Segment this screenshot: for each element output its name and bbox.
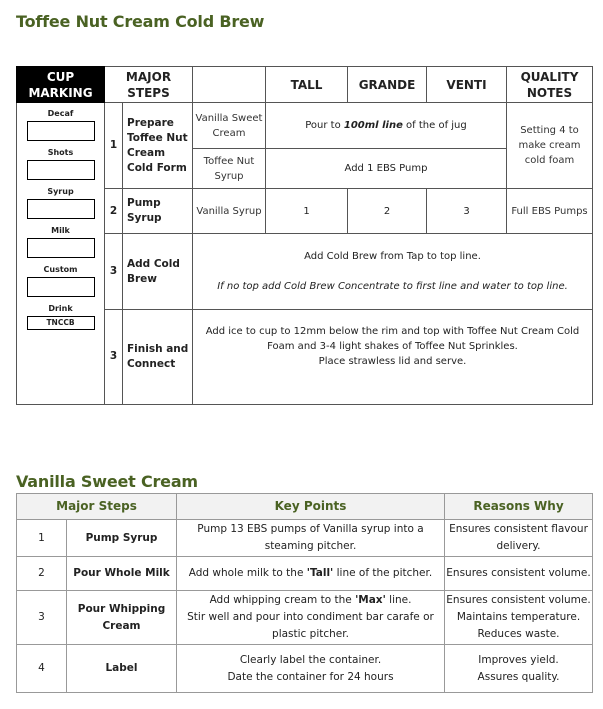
step-number: 1 [17,520,67,557]
cup-marking-column [17,103,105,405]
cup-label-syrup: Syrup [47,187,74,197]
grande-value: 2 [348,189,427,234]
step-number: 1 [105,103,123,189]
reason: Ensures consistent flavour delivery. [445,520,593,557]
header-major-steps: Major Steps [17,494,177,520]
step-name: Add Cold Brew [123,234,193,309]
section-title: Toffee Nut Cream Cold Brew [16,12,265,31]
cup-drink-code: TNCCB [27,316,95,330]
cup-label-shots: Shots [47,148,74,158]
step-item: Vanilla Syrup [193,189,266,234]
cup-label-drink: Drink [48,304,73,314]
instruction-line-italic: If no top add Cold Brew Concentrate to first line and water to top line. [217,281,568,293]
header-key-points: Key Points [177,494,445,520]
table-row [17,557,593,591]
step-name: Pour Whipping Cream [67,591,177,645]
header-tall: TALL [266,67,348,103]
table-row [17,591,593,645]
cup-box-custom [27,277,95,297]
vanilla-sweet-cream-table [16,493,593,693]
header-cup-marking: CUP MARKING [17,67,105,103]
tall-value: 1 [266,189,348,234]
key-point: Pump 13 EBS pumps of Vanilla syrup into a steaming pitcher. [177,520,445,557]
step-name: Prepare Toffee Nut Cream Cold Form [123,103,193,189]
step-item: Vanilla Sweet Cream [193,103,266,149]
step-instruction [193,234,593,309]
cup-label-custom: Custom [43,265,78,275]
step-name: Pour Whole Milk [67,557,177,591]
step-instruction [193,309,593,404]
step-name: Pump Syrup [123,189,193,234]
key-point: Add whipping cream to the 'Max' line. Stir well and pour into condiment bar carafe or plastic pitcher. [177,591,445,645]
instruction-line: Add Cold Brew from Tap to top line. [304,251,481,263]
key-point: Add whole milk to the 'Tall' line of the pitcher. [177,557,445,591]
step-instruction: Pour to 100ml line of the of jug [266,103,507,149]
step-number: 3 [17,591,67,645]
cup-box-shots [27,160,95,180]
venti-value: 3 [427,189,507,234]
quality-note: Full EBS Pumps [507,189,593,234]
step-item: Toffee Nut Syrup [193,149,266,189]
instruction-line: Place strawless lid and serve. [318,355,467,367]
step-number: 3 [105,309,123,404]
reason: Ensures consistent volume. Maintains temperature. Reduces waste. [445,591,593,645]
table-row [17,645,593,693]
step-number: 3 [105,234,123,309]
cup-box-decaf [27,121,95,141]
step-name: Pump Syrup [67,520,177,557]
section-title: Vanilla Sweet Cream [16,472,198,491]
header-blank [193,67,266,103]
step-number: 2 [17,557,67,591]
reason: Ensures consistent volume. [445,557,593,591]
key-point: Clearly label the container. Date the container for 24 hours [177,645,445,693]
step-number: 2 [105,189,123,234]
instruction-line: Add ice to cup to 12mm below the rim and top with Toffee Nut Cream Cold Foam and 3-4 light shakes of Toffee Nut Sprinkles. [205,325,580,352]
step-instruction: Add 1 EBS Pump [266,149,507,189]
header-quality-notes: QUALITY NOTES [507,67,593,103]
header-reasons-why: Reasons Why [445,494,593,520]
header-major-steps: MAJOR STEPS [105,67,193,103]
cup-box-syrup [27,199,95,219]
header-grande: GRANDE [348,67,427,103]
cup-box-milk [27,238,95,258]
cup-label-decaf: Decaf [47,109,74,119]
step-name: Finish and Connect [123,309,193,404]
step-number: 4 [17,645,67,693]
header-venti: VENTI [427,67,507,103]
reason: Improves yield. Assures quality. [445,645,593,693]
step-name: Label [67,645,177,693]
table-row [17,520,593,557]
quality-note: Setting 4 to make cream cold foam [507,103,593,189]
recipe-table [16,66,593,405]
cup-label-milk: Milk [51,226,70,236]
